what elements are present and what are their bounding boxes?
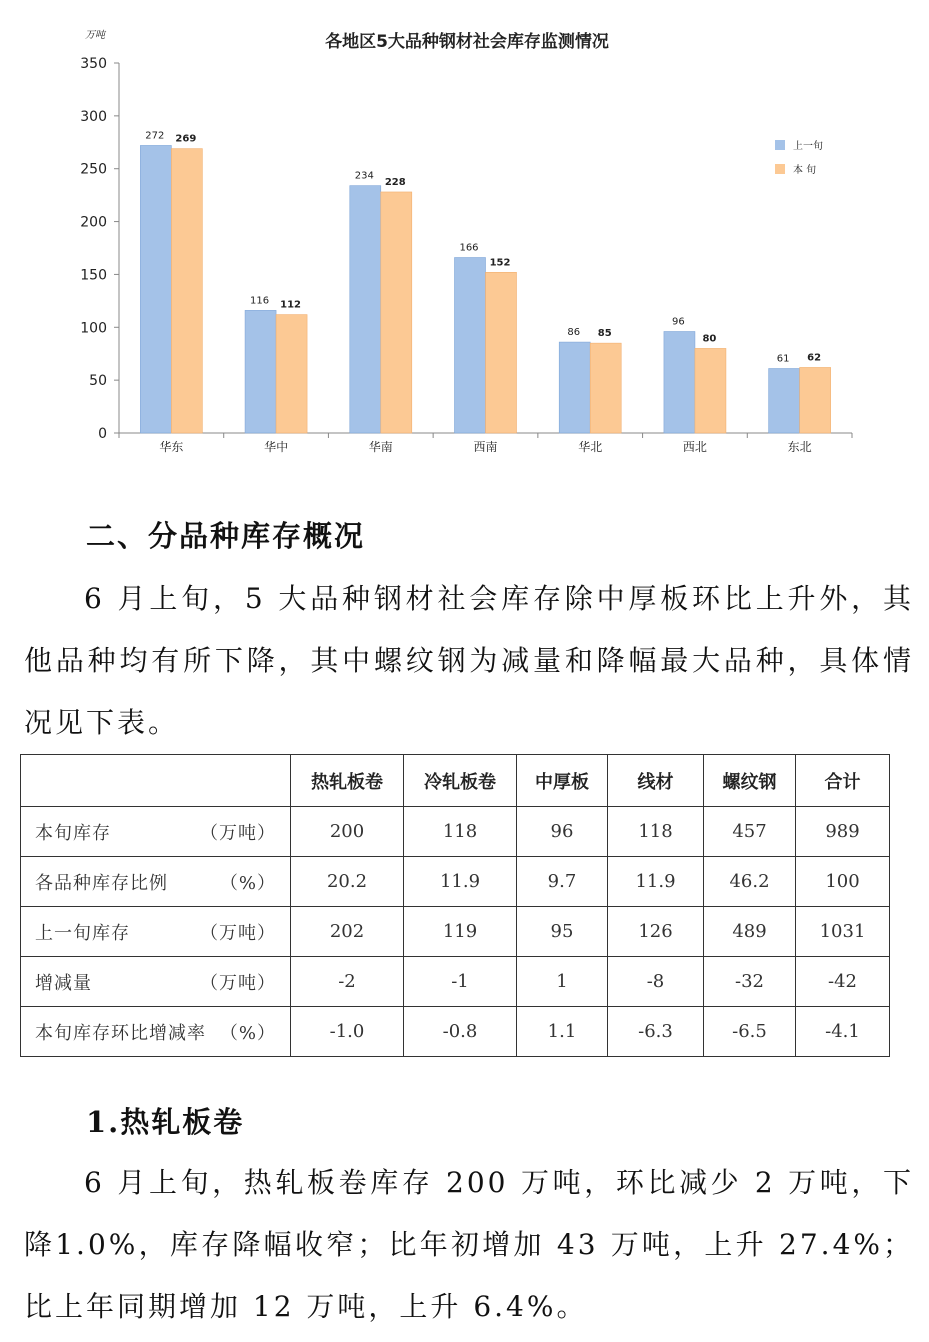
- table-cell: 118: [608, 807, 704, 857]
- table-cell: -1.0: [291, 1007, 404, 1057]
- y-tick-label: 0: [98, 426, 107, 442]
- table-cell: 20.2: [291, 857, 404, 907]
- bar-data-label: 80: [702, 333, 717, 345]
- bar-current: [590, 343, 621, 433]
- row-label-unit: （%）: [219, 872, 276, 894]
- legend-swatch: [775, 164, 785, 174]
- table-cell: 1031: [796, 907, 890, 957]
- legend-label: 上一旬: [793, 141, 823, 152]
- table-cell: 1.1: [517, 1007, 608, 1057]
- table-cell: 100: [796, 857, 890, 907]
- bar-previous: [664, 332, 695, 433]
- row-label-unit: （万吨）: [200, 822, 276, 844]
- table-cell: 11.9: [608, 857, 704, 907]
- table-cell: -42: [796, 957, 890, 1007]
- chart-legend: [775, 139, 823, 176]
- bar-data-label: 61: [776, 353, 790, 365]
- bar-data-label: 269: [175, 133, 197, 145]
- chart-unit-label: 万吨: [85, 30, 105, 41]
- bar-previous: [140, 145, 171, 433]
- row-label-unit: （万吨）: [200, 972, 276, 994]
- bar-data-label: 166: [459, 242, 479, 254]
- y-tick-label: 100: [80, 320, 107, 337]
- chart-title: 各地区5大品种钢材社会库存监测情况: [325, 32, 609, 52]
- table-row: [21, 807, 890, 857]
- table-cell: -8: [608, 957, 704, 1007]
- x-category-label: 华南: [368, 440, 393, 454]
- bar-data-label: 112: [280, 299, 302, 311]
- table-cell: 457: [704, 807, 796, 857]
- legend-label: 本 旬: [793, 165, 817, 176]
- x-category-label: 华东: [159, 440, 184, 454]
- bar-current: [381, 192, 412, 433]
- bar-data-label: 272: [145, 130, 165, 142]
- table-cell: -1: [404, 957, 517, 1007]
- x-category-label: 华中: [264, 440, 289, 454]
- inventory-by-product-table: [20, 754, 890, 1057]
- regional-inventory-bar-chart: [0, 0, 929, 470]
- table-cell: -32: [704, 957, 796, 1007]
- table-header-row: [21, 755, 890, 807]
- x-category-label: 华北: [578, 440, 603, 454]
- row-label-text: 各品种库存比例: [35, 872, 168, 894]
- table-header-cell: 冷轧板卷: [404, 755, 517, 807]
- table-cell: 489: [704, 907, 796, 957]
- y-tick-label: 50: [89, 373, 107, 390]
- table-header-cell: 中厚板: [517, 755, 608, 807]
- table-row-label: [21, 957, 291, 1007]
- bar-previous: [350, 186, 381, 433]
- section-paragraph-3: 6 月上旬，热轧板卷库存 200 万吨，环比减少 2 万吨，下降1.0%，库存降幅收窄；比年初增加 43 万吨，上升 27.4%；比上年同期增加 12 万吨，上升 6.4%。: [24, 1166, 914, 1323]
- y-tick-label: 250: [80, 161, 107, 178]
- table-row: [21, 957, 890, 1007]
- bar-data-label: 85: [597, 328, 612, 340]
- y-tick-label: 150: [80, 267, 107, 284]
- row-label-text: 增减量: [35, 972, 92, 994]
- table-cell: -6.5: [704, 1007, 796, 1057]
- bar-previous: [769, 369, 800, 433]
- table-header-cell: 螺纹钢: [704, 755, 796, 807]
- section-heading-3: 1.热轧板卷: [86, 1105, 245, 1139]
- table-cell: 119: [404, 907, 517, 957]
- bar-data-label: 96: [672, 316, 685, 328]
- bar-data-label: 152: [489, 257, 511, 269]
- table-cell: 118: [404, 807, 517, 857]
- row-label-unit: （万吨）: [200, 922, 276, 944]
- bar-current: [800, 367, 831, 433]
- bar-current: [276, 315, 307, 433]
- bar-current: [171, 149, 202, 433]
- table-row: [21, 1007, 890, 1057]
- bar-data-label: 62: [807, 352, 822, 364]
- table-cell: -2: [291, 957, 404, 1007]
- table-cell: -4.1: [796, 1007, 890, 1057]
- y-tick-label: 350: [80, 56, 107, 72]
- bar-data-label: 234: [354, 170, 374, 182]
- table-header-cell: 合计: [796, 755, 890, 807]
- table-cell: 95: [517, 907, 608, 957]
- legend-swatch: [775, 140, 785, 150]
- table-cell: 96: [517, 807, 608, 857]
- table-row: [21, 907, 890, 957]
- bar-current: [695, 348, 726, 433]
- table-cell: 989: [796, 807, 890, 857]
- table-cell: 202: [291, 907, 404, 957]
- bar-data-label: 228: [384, 176, 406, 188]
- y-tick-label: 300: [80, 108, 107, 125]
- chart-bars: [140, 130, 830, 454]
- table-cell: -0.8: [404, 1007, 517, 1057]
- table-cell: 1: [517, 957, 608, 1007]
- section-heading-2: 二、分品种库存概况: [86, 519, 366, 553]
- row-label-text: 上一旬库存: [35, 922, 130, 944]
- y-tick-label: 200: [80, 214, 107, 231]
- table-row-label: [21, 1007, 291, 1057]
- table-row: [21, 857, 890, 907]
- table-header-cell: 热轧板卷: [291, 755, 404, 807]
- table-row-label: [21, 807, 291, 857]
- x-category-label: 西南: [473, 440, 498, 454]
- bar-data-label: 86: [567, 327, 581, 339]
- bar-previous: [455, 258, 486, 433]
- x-category-label: 西北: [682, 440, 707, 454]
- row-label-unit: （%）: [219, 1022, 276, 1044]
- table-row-label: [21, 857, 291, 907]
- table-header-cell: [21, 755, 291, 807]
- table-cell: 200: [291, 807, 404, 857]
- bar-data-label: 116: [250, 295, 270, 307]
- row-label-text: 本旬库存环比增减率: [35, 1022, 206, 1044]
- table-cell: -6.3: [608, 1007, 704, 1057]
- table-cell: 9.7: [517, 857, 608, 907]
- table-cell: 46.2: [704, 857, 796, 907]
- section-paragraph-2: 6 月上旬，5 大品种钢材社会库存除中厚板环比上升外，其他品种均有所下降，其中螺纹钢为减量和降幅最大品种，具体情况见下表。: [24, 582, 914, 739]
- bar-previous: [559, 342, 590, 433]
- table-cell: 11.9: [404, 857, 517, 907]
- table-header-cell: 线材: [608, 755, 704, 807]
- x-category-label: 东北: [787, 440, 812, 454]
- row-label-text: 本旬库存: [35, 822, 111, 844]
- table-row-label: [21, 907, 291, 957]
- bar-previous: [245, 310, 276, 433]
- table-cell: 126: [608, 907, 704, 957]
- bar-current: [486, 272, 517, 433]
